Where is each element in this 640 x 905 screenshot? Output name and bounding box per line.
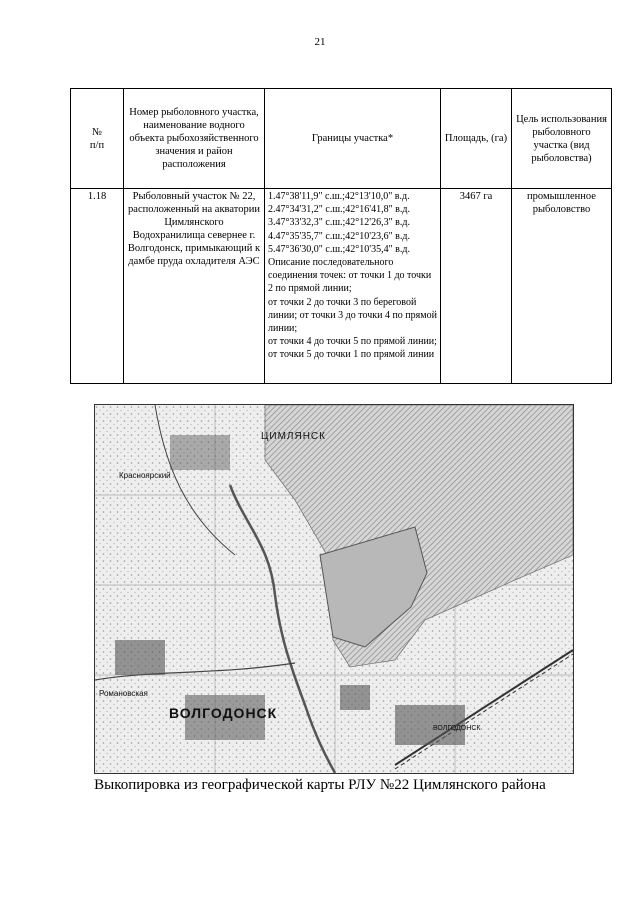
header-purpose: Цель использования рыболовного участка (вид рыболовства) bbox=[512, 89, 612, 189]
header-name: Номер рыболовного участка, наименование водного объекта рыбохозяйственного значения и район расположения bbox=[124, 89, 265, 189]
table-row bbox=[71, 189, 612, 384]
fishing-site-table bbox=[70, 88, 612, 384]
header-num: № п/п bbox=[71, 89, 124, 189]
map-label-tsimlyansk: ЦИМЛЯНСК bbox=[261, 431, 326, 442]
map-label-volgodonsk: ВОЛГОДОНСК bbox=[169, 705, 278, 721]
table-header-row bbox=[71, 89, 612, 189]
header-bounds: Границы участка* bbox=[265, 89, 441, 189]
row-area: 3467 га bbox=[441, 189, 512, 384]
map-label-volgodonsk-east: ВОЛГОДОНСК bbox=[433, 725, 481, 732]
map-label-krasnoyarsky: Красноярский bbox=[119, 471, 171, 480]
header-area: Площадь, (га) bbox=[441, 89, 512, 189]
page-number: 21 bbox=[314, 36, 326, 48]
map-label-romanovskaya: Романовская bbox=[99, 689, 148, 698]
row-purpose: промышленное рыболовство bbox=[512, 189, 612, 384]
row-name: Рыболовный участок № 22, расположенный на акватории Цимлянского Водохранилища севернее г. Волгодонск, примыкающий к дамбе пруда охладителя АЭС bbox=[124, 189, 265, 384]
map-caption: Выкопировка из географической карты РЛУ №22 Цимлянского района bbox=[94, 777, 546, 793]
map-graphic bbox=[95, 405, 573, 773]
row-num: 1.18 bbox=[71, 189, 124, 384]
row-bounds: 1.47°38'11,9" с.ш.;42°13'10,0" в.д. 2.47°34'31,2" с.ш.;42°16'41,8" в.д. 3.47°33'32,3" с.ш.;42°12'26,3" в.д. 4.47°35'35,7" с.ш.;42°10'23,6" в.д. 5.47°36'30,0" с.ш.;42°10'35,4" в.д. Описание последовательного соединения точек: от точки 1 до точки 2 по прямой линии; от точки 2 до точки 3 по береговой линии; от точки 3 до точки 4 по прямой линии; от точки 4 до точки 5 по прямой линии; от точки 5 до точки 1 по прямой линии bbox=[265, 189, 441, 384]
map-image bbox=[94, 404, 574, 774]
